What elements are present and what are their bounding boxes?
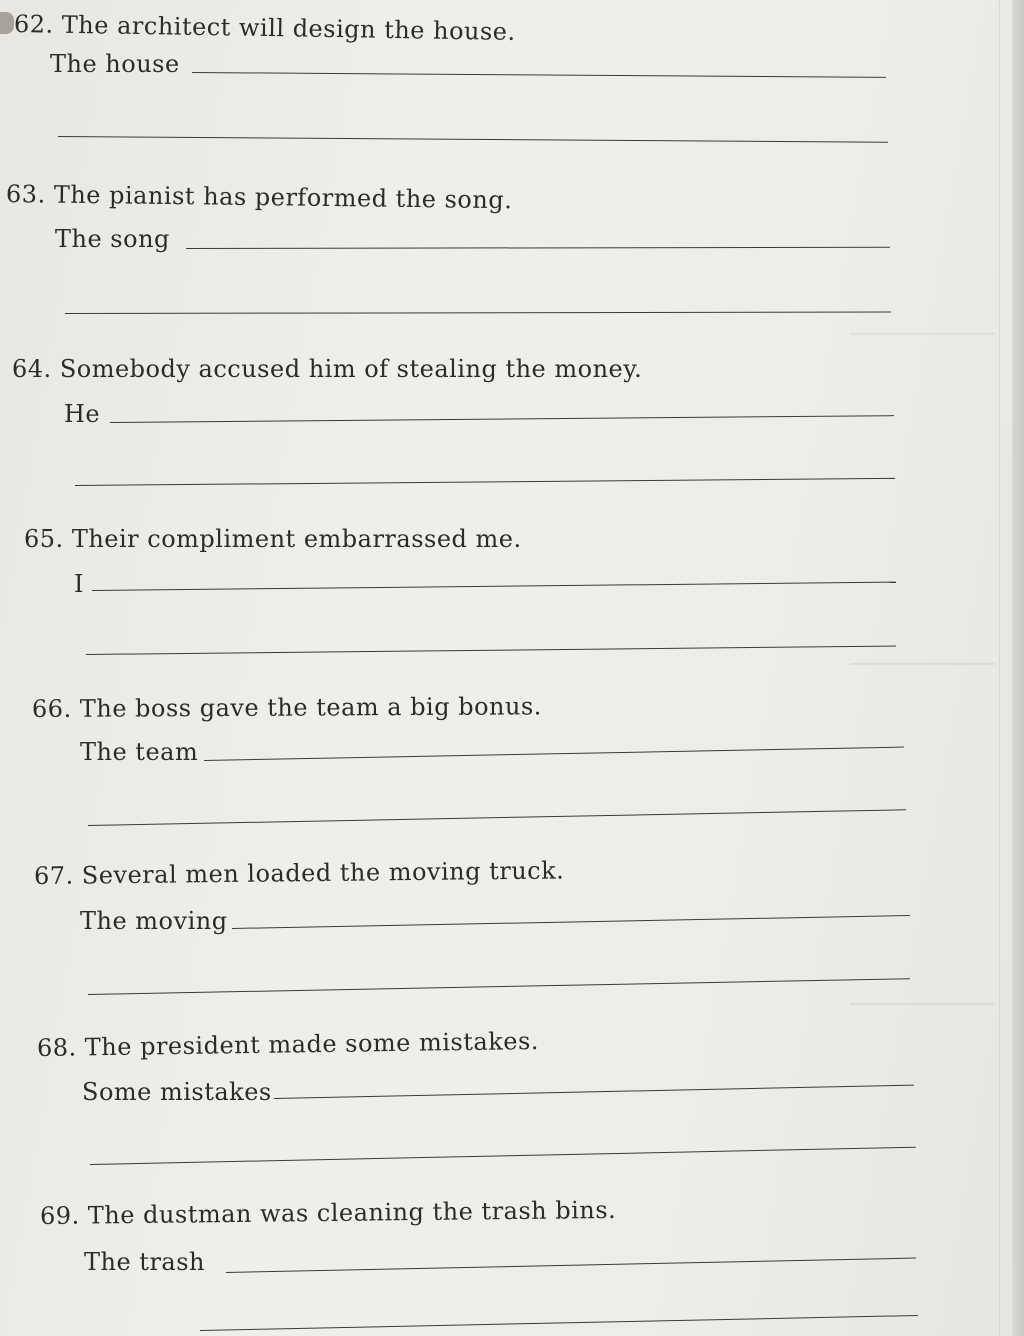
exercise-65-text: Their compliment embarrassed me. [71, 525, 522, 553]
exercise-68-number: 68. [36, 1033, 77, 1062]
exercise-66-prompt: The team [80, 738, 199, 766]
exercise-62-prompt: The house [50, 50, 180, 78]
exercise-66-text: The boss gave the team a big bonus. [79, 692, 542, 723]
exercise-69-text: The dustman was cleaning the trash bins. [87, 1195, 617, 1230]
page-edge-shadow [1012, 0, 1024, 1336]
exercise-63-number: 63. [5, 180, 46, 209]
exercise-68-prompt: Some mistakes [82, 1078, 272, 1106]
exercise-63-text: The pianist has performed the song. [53, 180, 513, 215]
bleed-through-text: ────────── [849, 650, 994, 678]
bleed-through-text: ────────── [849, 320, 994, 348]
exercise-64-prompt: He [64, 400, 101, 428]
exercise-65-number: 65. [24, 525, 64, 553]
exercise-67-text: Several men loaded the moving truck. [81, 856, 565, 890]
page-corner-mark [0, 12, 14, 34]
exercise-62-text: The architect will design the house. [61, 10, 516, 46]
exercise-67-prompt: The moving [80, 907, 228, 935]
page-edge-line [999, 0, 1000, 1336]
exercise-64-sentence [12, 355, 642, 383]
exercise-68-text: The president made some mistakes. [84, 1026, 540, 1062]
exercise-64-text: Somebody accused him of stealing the money. [59, 355, 643, 383]
exercise-66-number: 66. [31, 694, 72, 723]
exercise-65-prompt: I [74, 570, 84, 598]
exercise-67-sentence [34, 856, 565, 890]
exercise-69-number: 69. [39, 1201, 80, 1230]
exercise-67-number: 67. [33, 861, 74, 890]
exercise-65-sentence [24, 525, 522, 553]
exercise-64-number: 64. [12, 355, 52, 383]
bleed-through-text: ────────── [849, 990, 994, 1018]
exercise-63-prompt: The song [55, 225, 170, 253]
exercise-69-prompt: The trash [84, 1248, 205, 1276]
exercise-62-number: 62. [13, 10, 54, 39]
exercise-66-sentence [32, 692, 542, 723]
